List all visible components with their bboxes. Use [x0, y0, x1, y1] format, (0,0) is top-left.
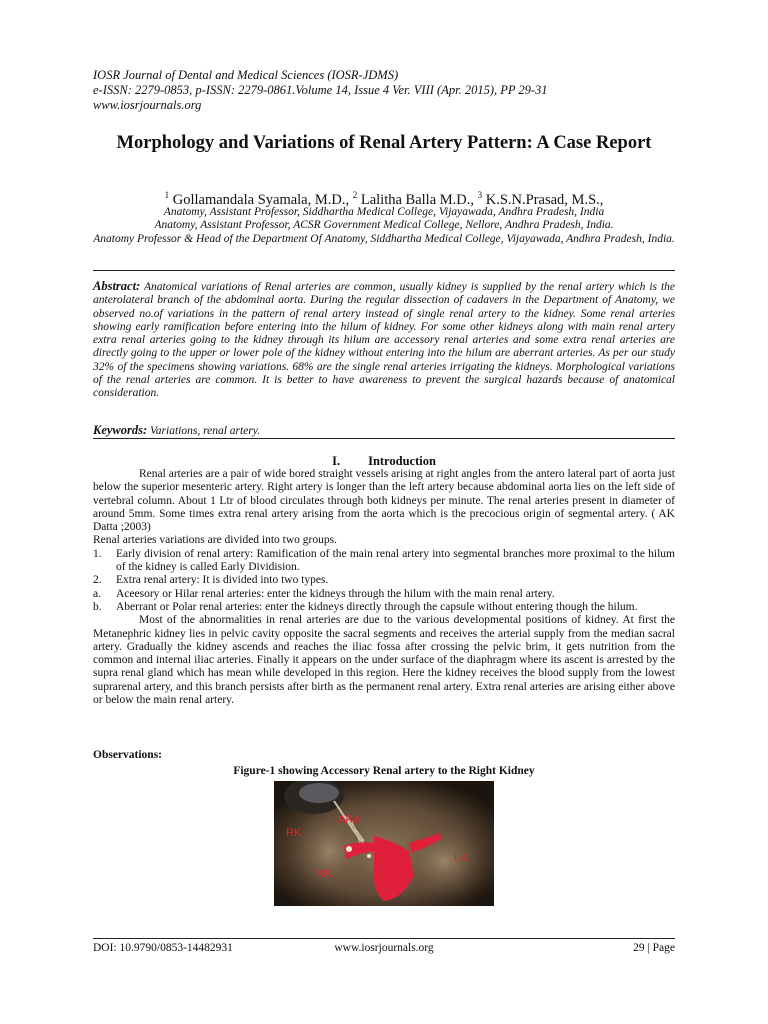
introduction-body: [93, 468, 675, 707]
intro-paragraph-1: Renal arteries are a pair of wide bored straight vessels arising at right angles from the antero lateral part of aorta just below the superior mesenteric artery. Right artery is longer than the left artery because abdominal aorta lies on the left side of vertebral column. About 1 Ltr of blood circulates through both kidneys per minute. The renal arteries present in diameter of around 5mm. Some times extra renal artery arising from the aorta which is the precocious origin of segmental artery. ( AK Datta ;2003): [93, 468, 675, 534]
issn-line: e-ISSN: 2279-0853, p-ISSN: 2279-0861.Volume 14, Issue 4 Ver. VIII (Apr. 2015), PP 29-31: [93, 83, 548, 97]
section-heading: [93, 454, 675, 469]
label-rk: RK: [286, 827, 302, 839]
list-item: [93, 601, 675, 614]
author-2-name: Lalitha Balla M.D.,: [360, 192, 475, 208]
abstract-label: Abstract:: [93, 279, 141, 293]
affiliations: [93, 206, 675, 246]
keywords-divider: [93, 438, 675, 439]
page-number: 29 | Page: [633, 942, 675, 954]
top-divider: [93, 270, 675, 271]
footer-divider: [93, 938, 675, 939]
label-lk: LK: [454, 852, 468, 864]
abstract-text: Anatomical variations of Renal arteries are common, usually kidney is supplied by the renal artery which is the anterolateral branch of the abdominal aorta. During the regular dissection of cadavers in the Department of Anatomy, we observed no.of variations in the pattern of renal artery instead of single renal artery to the kidney. Some renal arteries showing early ramification before entering into the hilum of kidney. For some other kidneys along with main renal artery extra renal arteries going to the kidney through its hilum are accessory renal arteries and some extra renal arteries are directly going to the upper or lower pole of the kidney without entering into the hilum are aberrant arteries. As per our study 32% of the specimens showing variations. 68% are the single renal arteries irrigating the kidneys. Morphological variations of the renal arteries are common. It is better to have awareness to prevent the surgical hazards because of anatomical consideration.: [93, 281, 676, 400]
author-3-sup: 3: [477, 190, 483, 200]
intro-paragraph-2: Renal arteries variations are divided into two groups.: [93, 534, 337, 547]
list-item: [93, 574, 675, 587]
list-item: [93, 548, 675, 575]
list-text: Extra renal artery: It is divided into two types.: [116, 574, 329, 587]
figure-caption: Figure-1 showing Accessory Renal artery to the Right Kidney: [233, 765, 535, 777]
list-text: Early division of renal artery: Ramification of the main renal artery into segmental branches more proximal to the hilum of the kidney is called Early Dividision.: [116, 547, 675, 574]
author-1-sup: 1: [164, 190, 170, 200]
author-1-name: Gollamandala Syamala, M.D.,: [172, 192, 350, 208]
list-marker: 2.: [93, 574, 102, 587]
keywords: [93, 423, 260, 438]
dissection-photo-graphic: [274, 781, 494, 906]
journal-header: [93, 68, 548, 113]
list-text: Aberrant or Polar renal arteries: enter the kidneys directly through the capsule without entering though the hilum.: [116, 600, 638, 613]
keywords-label: Keywords:: [93, 423, 148, 437]
journal-name: IOSR Journal of Dental and Medical Sciences (IOSR-JDMS): [93, 68, 399, 82]
dissection-photo: [274, 781, 494, 906]
intro-paragraph-3: Most of the abnormalities in renal arteries are due to the various developmental positions of kidney. At first the Metanephric kidney lies in pelvic cavity opposite the sacral segments and receives the arterial supply from the median sacral artery. Gradually the kidney ascends and reaches the iliac fossa after crossing the pelvic brim, it gets nutrition from the common and internal iliac arteries. Finally it appears on the under surface of the diaphragm where its ascent is arrested by the supra renal gland which has mean while developed in this region. Here the kidney receives the blood supply from the lowest suprarenal artery, and this branch persists after birth as the permanent renal artery. Extra renal arteries are arising either above or below the main renal artery.: [93, 614, 675, 707]
section-title: Introduction: [368, 454, 436, 468]
section-number: I.: [332, 454, 341, 468]
list-marker: b.: [93, 600, 102, 613]
label-ra-left: RA: [316, 868, 332, 880]
author-2-sup: 2: [352, 190, 358, 200]
list-marker: 1.: [93, 547, 102, 560]
affiliation-1: Anatomy, Assistant Professor, Siddhartha Medical College, Vijayawada, Andhra Pradesh, India: [163, 206, 605, 218]
observations-heading: Observations:: [93, 749, 162, 761]
list-text: Aceesory or Hilar renal arteries: enter the kidneys through the hilum with the main renal artery.: [116, 587, 555, 600]
list-item: [93, 588, 675, 601]
affiliation-3: Anatomy Professor & Head of the Department Of Anatomy, Siddhartha Medical College, Vijayawada, Andhra Pradesh, India.: [93, 232, 675, 245]
label-ara: ARA: [338, 814, 361, 826]
doi: DOI: 10.9790/0853-14482931: [93, 942, 233, 954]
list-marker: a.: [93, 587, 101, 600]
paper-title: Morphology and Variations of Renal Artery Pattern: A Case Report: [116, 133, 652, 153]
keywords-text: Variations, renal artery.: [150, 425, 261, 437]
abstract: [93, 280, 675, 401]
journal-website[interactable]: www.iosrjournals.org: [93, 98, 202, 112]
author-3-name: K.S.N.Prasad, M.S.,: [485, 192, 604, 208]
label-ra-right: RA: [412, 838, 428, 850]
affiliation-2: Anatomy, Assistant Professor, ACSR Government Medical College, Nellore, Andhra Pradesh, India.: [154, 219, 614, 232]
footer-website[interactable]: www.iosrjournals.org: [334, 942, 434, 954]
